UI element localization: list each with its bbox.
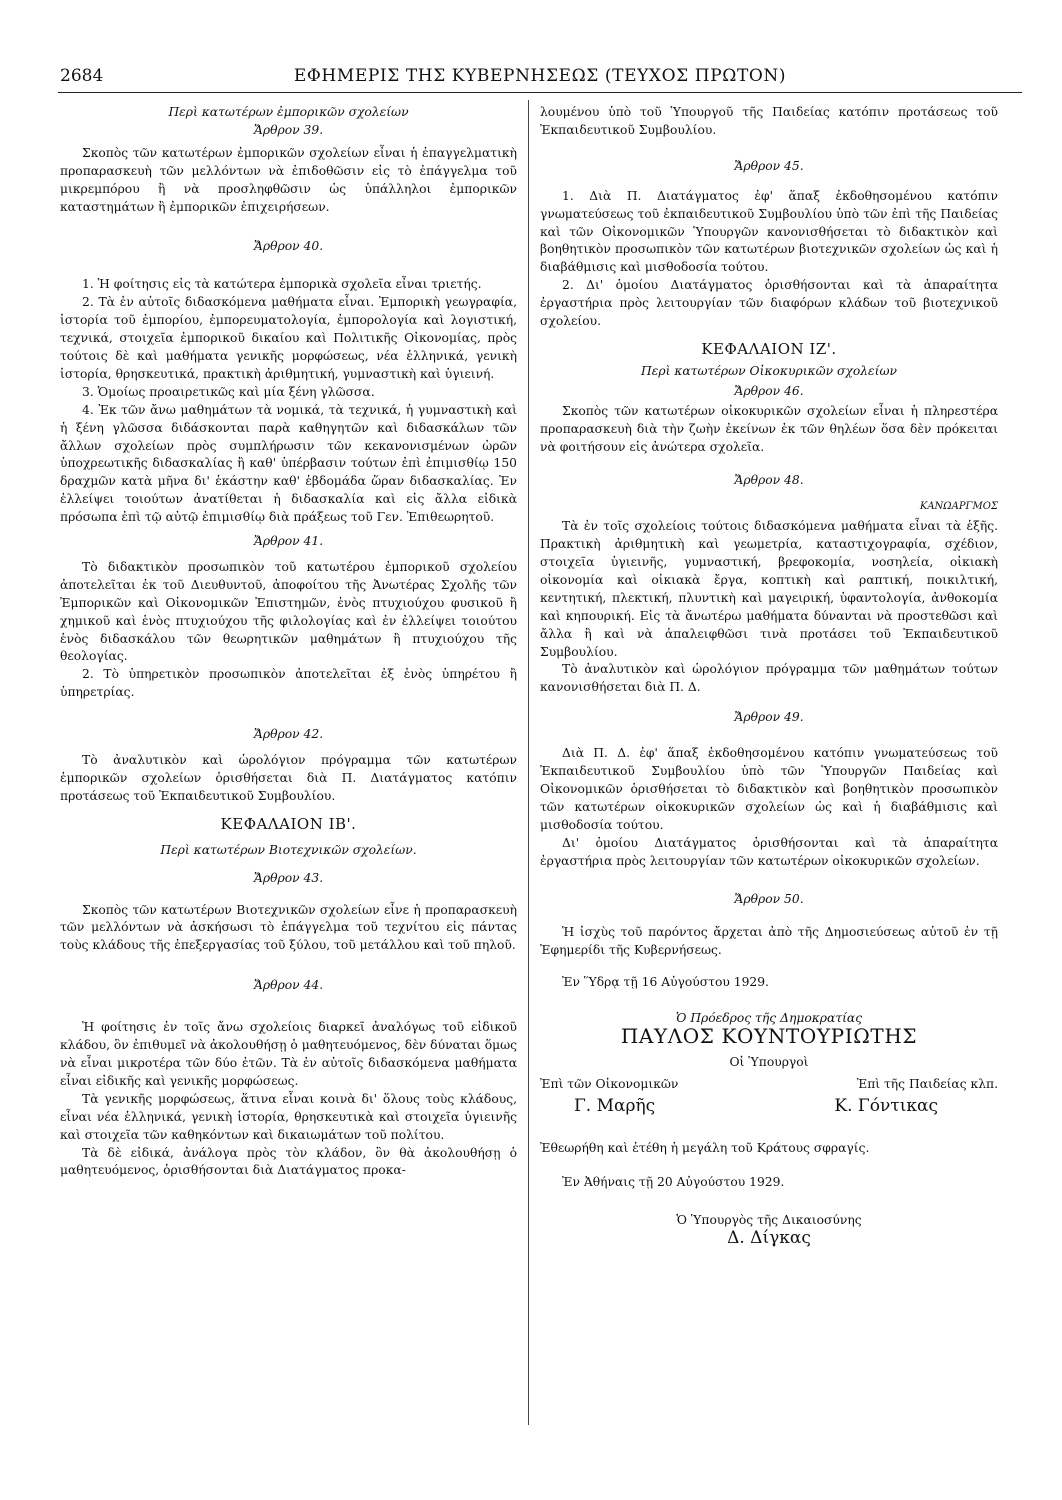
article-text: Τὰ ἐν τοῖς σχολείοις τούτοις διδασκόμενα μαθήματα εἶναι τὰ ἑξῆς. Πρακτικὴ ἀριθμητικὴ καὶ γεωμετρία, καταστιχογραφία, σχέδιον, στοιχεῖα ὑγιεινῆς, γυμναστική, βρεφοκομία, νοσηλεία, οἰκιακὴ οἰκονομία καὶ οἰκιακὰ ἔργα, κοπτικὴ καὶ ραπτική, ποικιλτική, κεντητική, πλεκτική, πλυντικὴ καὶ μαγειρική, ὑφαντολογία, ἀνθοκομία καὶ κηπουρική. Εἰς τὰ ἄνωτέρω μαθήματα δύνανται νὰ προστεθῶσι καὶ ἄλλα ἢ καὶ νὰ ἀπαλειφθῶσι τινὰ προτάσει τοῦ Ἐκπαιδευτικοῦ Συμβουλίου. xyxy=(540,519,998,659)
minister-title: Ἐπὶ τῶν Οἰκονομικῶν xyxy=(540,1076,679,1091)
article-text: Τὰ δὲ εἰδικά, ἀνάλογα πρὸς τὸν κλάδον, ὃν θὰ ἀκολουθήσῃ ὁ μαθητευόμενος, ὁρισθήσονται διὰ Διατάγματος προκα- xyxy=(60,1145,517,1178)
minister-name: Κ. Γόντικας xyxy=(834,1095,938,1116)
article-heading: Ἄρθρον 40. xyxy=(253,239,324,254)
page-header xyxy=(60,66,1020,90)
article-text: 1. Διὰ Π. Διατάγματος ἐφ' ἅπαξ ἐκδοθησομένου κατόπιν γνωματεύσεως τοῦ ἐκπαιδευτικοῦ Συμβουλίου ὑπὸ τῶν ἐπὶ τῆς Παιδείας καὶ τῶν Οἰκονομικῶν Ὑπουργῶν κανονισθήσεται τὸ διδακτικὸν καὶ βοηθητικὸν προσωπικὸν τῶν κατωτέρων βιοτεχνικῶν σχολείων ὡς καὶ ἡ διαβάθμισις καὶ μισθοδοσία τούτου. xyxy=(540,188,998,275)
justice-minister-title: Ὁ Ὑπουργὸς τῆς Δικαιοσύνης xyxy=(676,1212,862,1227)
seal-note: Ἐθεωρήθη καὶ ἐτέθη ἡ μεγάλη τοῦ Κράτους σφραγίς. xyxy=(540,1140,870,1155)
article-text: 2. Τὸ ὑπηρετικὸν προσωπικὸν ἀποτελεῖται ἐξ ἑνὸς ὑπηρέτου ἢ ὑπηρετρίας. xyxy=(60,667,517,700)
article-heading: Ἄρθρον 41. xyxy=(253,534,324,549)
minister-titles xyxy=(540,1076,998,1098)
article-heading: Ἄρθρον 48. xyxy=(734,473,804,488)
signing-date: Ἐν Ὕδρᾳ τῇ 16 Αὐγούστου 1929. xyxy=(562,975,769,990)
article-heading: Ἄρθρον 43. xyxy=(253,870,324,885)
article-heading: Ἄρθρον 42. xyxy=(253,727,324,742)
president-title: Ὁ Πρόεδρος τῆς Δημοκρατίας xyxy=(675,1011,863,1026)
section-heading: Περὶ κατωτέρων Οἰκοκυρικῶν σχολείων xyxy=(641,363,897,378)
president-name: ΠΑΥΛΟΣ ΚΟΥΝΤΟΥΡΙΩΤΗΣ xyxy=(620,1024,918,1049)
seal-date: Ἐν Ἀθήναις τῇ 20 Αὐγούστου 1929. xyxy=(562,1174,785,1189)
article-text: 2. Δι' ὁμοίου Διατάγματος ὁρισθήσονται καὶ τὰ ἀπαραίτητα ἐργαστήρια πρὸς λειτουργίαν τῶν διαφόρων κλάδων τοῦ βιοτεχνικοῦ σχολείου. xyxy=(540,278,998,329)
article-text: Σκοπὸς τῶν κατωτέρων Βιοτεχνικῶν σχολείων εἶνε ἡ προπαρασκευὴ τῶν μελλόντων νὰ ἀσκήσωσι τὸ ἐπάγγελμα τοῦ τεχνίτου εἰς πάντας τοὺς κλάδους τῆς ἐπεξεργασίας τοῦ ξύλου, τοῦ μετάλλου καὶ τοῦ πηλοῦ. xyxy=(60,902,517,953)
left-column xyxy=(60,104,517,1180)
article-heading: Ἄρθρον 46. xyxy=(734,383,804,398)
article-heading: Ἄρθρον 49. xyxy=(734,710,804,725)
article-text: Δι' ὁμοίου Διατάγματος ὁρισθήσονται καὶ τὰ ἀπαραίτητα ἐργαστήρια πρὸς λειτουργίαν τῶν κατωτέρων οἰκοκυρικῶν σχολείων. xyxy=(540,835,998,868)
header-rule xyxy=(58,92,1022,93)
section-heading: Περὶ κατωτέρων Βιοτεχνικῶν σχολείων. xyxy=(160,842,417,857)
section-heading: Περὶ κατωτέρων ἐμπορικῶν σχολείων xyxy=(168,105,409,119)
article-text: Τὰ γενικῆς μορφώσεως, ἅτινα εἶναι κοινὰ δι' ὅλους τοὺς κλάδους, εἶναι νέα ἑλληνικά, γενικὴ ἱστορία, θρησκευτικὰ καὶ στοιχεῖα ὑγιεινῆς καὶ στοιχεῖα τῶν καθηκόντων καὶ δικαιωμάτων τοῦ πολίτου. xyxy=(60,1091,517,1142)
article-text: Σκοπὸς τῶν κατωτέρων ἐμπορικῶν σχολείων εἶναι ἡ ἐπαγγελματικὴ προπαρασκευὴ τῶν μελλόντων νὰ ἐπιδοθῶσιν εἰς τὸ ἐπάγγελμα τοῦ μικρεμπόρου ἢ νὰ προσληφθῶσιν ὡς ὑπάλληλοι ἐμπορικῶν καταστημάτων ἢ ἐμπορικῶν ἐπιχειρήσεων. xyxy=(60,145,517,214)
article-text: 4. Ἐκ τῶν ἄνω μαθημάτων τὰ νομικά, τὰ τεχνικά, ἡ γυμναστικὴ καὶ ἡ ξένη γλῶσσα διδάσκονται παρὰ καθηγητῶν καὶ διδασκάλων τῶν ἄλλων σχολείων πρὸς συμπλήρωσιν τῶν κεκανονισμένων ὡρῶν ὑποχρεωτικῆς διδασκαλίας ἢ καθ' ὑπέρβασιν τούτων ἐπὶ ἐπιμισθίῳ 150 δραχμῶν κατὰ μῆνα δι' ἑκάστην καθ' ἑβδομάδα ὥραν διδασκαλίας. Ἐν ἐλλείψει τοιούτων ἀνατίθεται ἡ διδασκαλία καὶ εἰς ἄλλα εἰδικὰ πρόσωπα ἐπὶ τῷ αὐτῷ ἐπιμισθίῳ διὰ πράξεως τοῦ Γεν. Ἐπιθεωρητοῦ. xyxy=(60,402,517,525)
article-heading: Ἄρθρον 45. xyxy=(734,158,804,173)
article-text: Ἡ ἰσχὺς τοῦ παρόντος ἄρχεται ἀπὸ τῆς Δημοσιεύσεως αὐτοῦ ἐν τῇ Ἐφημερίδι τῆς Κυβερνήσεως. xyxy=(540,925,998,958)
ministers-label: Οἱ Ὑπουργοὶ xyxy=(729,1054,809,1069)
chapter-heading: ΚΕΦΑΛΑΙΟΝ ΙΒ'. xyxy=(220,814,357,833)
column-divider xyxy=(528,100,529,1425)
article-heading: Ἄρθρον 44. xyxy=(253,978,324,993)
article-text: Ἡ φοίτησις ἐν τοῖς ἄνω σχολείοις διαρκεῖ ἀναλόγως τοῦ εἰδικοῦ κλάδου, ὃν ἐπιθυμεῖ νὰ ἀκολουθήσῃ ὁ μαθητευόμενος, δὲν δύναται ὅμως νὰ εἶναι μικροτέρα τῶν δύο ἐτῶν. Τὰ ἐν αὐτοῖς διδασκόμενα μαθήματα εἶναι εἰδικῆς καὶ γενικῆς μορφώσεως. xyxy=(60,1020,517,1088)
justice-minister-name: Δ. Δίγκας xyxy=(727,1227,811,1248)
minister-title: Ἐπὶ τῆς Παιδείας κλπ. xyxy=(856,1076,998,1091)
article-text: λουμένου ὑπὸ τοῦ Ὑπουργοῦ τῆς Παιδείας κατόπιν προτάσεως τοῦ Ἐκπαιδευτικοῦ Συμβουλίου. xyxy=(540,105,998,137)
gazette-title: ΕΦΗΜΕΡΙΣ ΤΗΣ ΚΥΒΕΡΝΗΣΕΩΣ (ΤΕΥΧΟΣ ΠΡΩΤΟΝ) xyxy=(293,66,787,86)
article-text: Σκοπὸς τῶν κατωτέρων οἰκοκυρικῶν σχολείων εἶναι ἡ πληρεστέρα προπαρασκευὴ διὰ τὴν ζωὴν ἐκείνων ἐκ τῶν θηλέων ὅσα δὲν πρόκειται νὰ φοιτήσουν εἰς ἀνώτερα σχολεῖα. xyxy=(540,403,998,454)
article-text: Τὸ διδακτικὸν προσωπικὸν τοῦ κατωτέρου ἐμπορικοῦ σχολείου ἀποτελεῖται ἐκ τοῦ Διευθυντοῦ, ἀποφοίτου τῆς Ἀνωτέρας Σχολῆς τῶν Ἐμπορικῶν καὶ Οἰκονομικῶν Ἐπιστημῶν, ἑνὸς πτυχιούχου φυσικοῦ ἢ χημικοῦ καὶ ἑνὸς πτυχιούχου τῆς φιλολογίας καὶ ἐν ἐλλείψει τοιούτου ἑνὸς διδασκάλου τῶν θεωρητικῶν μαθημάτων ἢ πτυχιούχου τῆς θεολογίας. xyxy=(60,559,517,664)
right-column xyxy=(540,104,998,1248)
article-text: 1. Ἡ φοίτησις εἰς τὰ κατώτερα ἐμπορικὰ σχολεῖα εἶναι τριετής. xyxy=(82,277,482,292)
article-text: 2. Τὰ ἐν αὐτοῖς διδασκόμενα μαθήματα εἶναι. Ἐμπορικὴ γεωγραφία, ἱστορία τοῦ ἐμπορίου, ἐμπορευματολογία, ἐμπορολογία καὶ λογιστική, τεχνικά, στοιχεῖα ἐμπορικοῦ δικαίου καὶ Πολιτικῆς Οἰκονομίας, πρὸς τούτοις δὲ καὶ μαθήματα γενικῆς μορφώσεως, νέα ἑλληνικά, γενικὴ ἱστορία, θρησκευτικά, πρακτικὴ ἀριθμητική, γυμναστικὴ καὶ ὑγιεινή. xyxy=(60,295,517,381)
article-text: Τὸ ἀναλυτικὸν καὶ ὡρολόγιον πρόγραμμα τῶν μαθημάτων τούτων κανονισθήσεται διὰ Π. Δ. xyxy=(540,662,998,695)
minister-signatures xyxy=(540,1095,998,1122)
minister-name: Γ. Μαρῆς xyxy=(574,1095,656,1116)
article-heading: Ἄρθρον 50. xyxy=(734,891,804,906)
page-number: 2684 xyxy=(60,66,104,86)
article-text: Τὸ ἀναλυτικὸν καὶ ὡρολόγιον πρόγραμμα τῶν κατωτέρων ἐμπορικῶν σχολείων ὁρισθήσεται διὰ Π. Διατάγματος κατόπιν προτάσεως τοῦ Ἐκπαιδευτικοῦ Συμβουλίου. xyxy=(60,753,517,803)
article-heading: Ἄρθρον 39. xyxy=(253,122,324,137)
article-text: Διὰ Π. Δ. ἐφ' ἅπαξ ἐκδοθησομένου κατόπιν γνωματεύσεως τοῦ Ἐκπαιδευτικοῦ Συμβουλίου ὑπὸ τῶν Ὑπουργῶν Παιδείας καὶ Οἰκονομικῶν ὁρισθήσεται τὸ διδακτικὸν καὶ βοηθητικὸν προσωπικὸν τῶν κατωτέρων οἰκοκυρικῶν σχολείων ὡς καὶ ἡ διαβάθμισις καὶ μισθοδοσία τούτου. xyxy=(540,746,998,832)
article-text: 3. Ὁμοίως προαιρετικῶς καὶ μία ξένη γλῶσσα. xyxy=(82,384,375,399)
stamp-text: ΚΑΝΩΑΡΓΜΟΣ xyxy=(919,501,998,513)
chapter-heading: ΚΕΦΑΛΑΙΟΝ ΙΖ'. xyxy=(701,339,837,358)
